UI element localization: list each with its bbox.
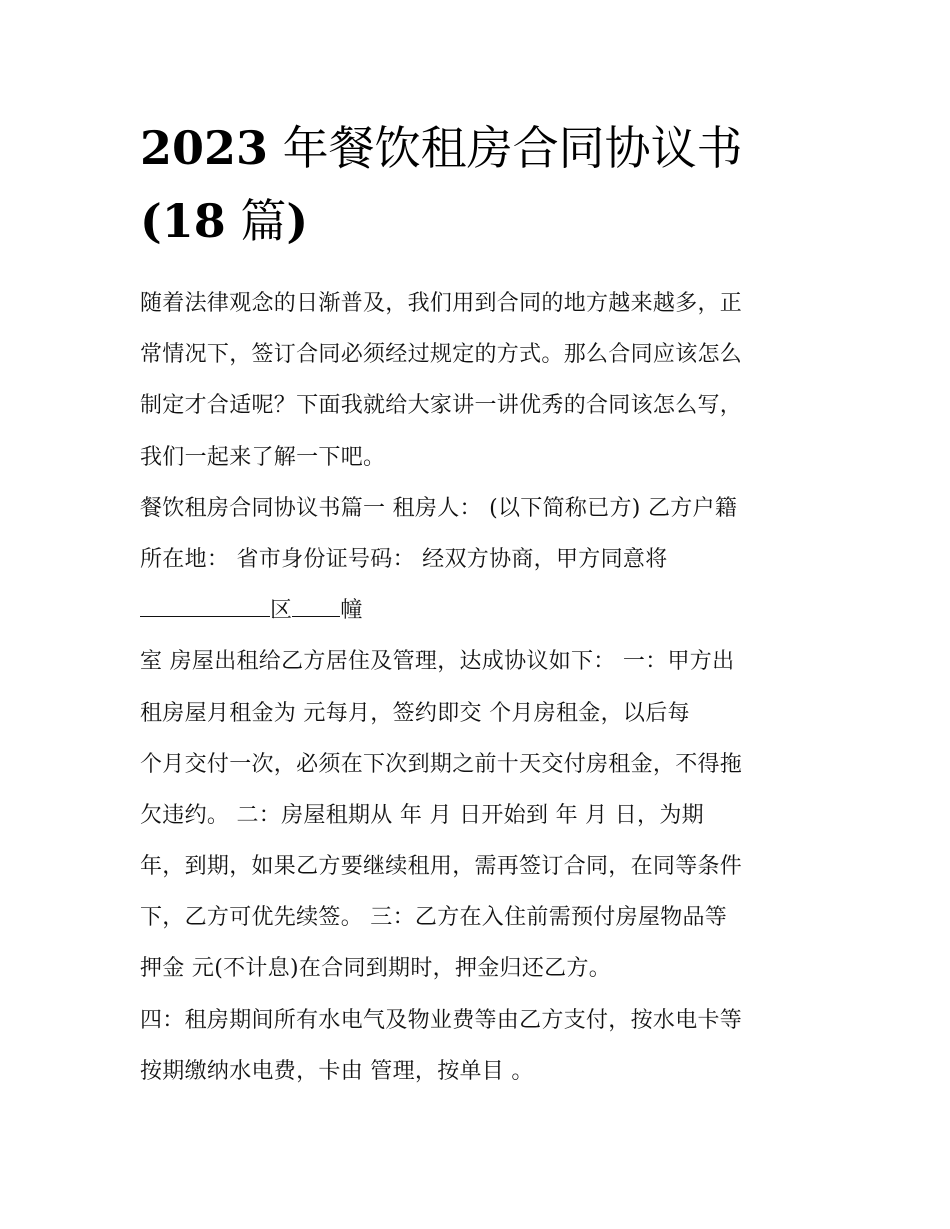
fill-in-label-district: 区 xyxy=(270,598,293,624)
title-count: (18 xyxy=(140,194,226,248)
document-body xyxy=(140,278,830,1097)
text-line: 餐饮租房合同协议书篇一 租房人： (以下简称已方) 乙方户籍 xyxy=(140,495,738,521)
text-line: 常情况下，签订合同必须经过规定的方式。那么合同应该怎么 xyxy=(140,342,743,368)
text-line: 下，乙方可优先续签。 三：乙方在入住前需预付房屋物品等 xyxy=(140,905,728,931)
title-year: 2023 xyxy=(140,121,269,175)
text-line: 制定才合适呢？下面我就给大家讲一讲优秀的合同该怎么写， xyxy=(140,393,743,419)
fill-in-label-building: 幢 xyxy=(340,598,363,624)
document-title xyxy=(140,112,820,258)
text-line: 四：租房期间所有水电气及物业费等由乙方支付，按水电卡等 xyxy=(140,1007,743,1033)
text-line: 按期缴纳水电费，卡由 管理，按单目 。 xyxy=(140,1058,534,1084)
title-text: 年餐饮租房合同协议书 xyxy=(268,121,743,175)
text-line: 押金 元(不计息)在合同到期时，押金归还乙方。 xyxy=(140,956,612,982)
text-line: 年，到期，如果乙方要继续租用，需再签订合同，在同等条件 xyxy=(140,854,743,880)
blank-field xyxy=(140,596,270,617)
text-line: 欠违约。 二：房屋租期从 年 月 日开始到 年 月 日，为期 xyxy=(140,802,704,828)
title-line-1 xyxy=(140,112,820,185)
title-line-2 xyxy=(140,185,820,258)
title-count-unit: 篇 xyxy=(225,194,287,248)
fill-in-line xyxy=(140,585,830,636)
text-line: 个月交付一次，必须在下次到期之前十天交付房租金，不得拖 xyxy=(140,751,743,777)
text-line: 租房屋月租金为 元每月，签约即交 个月房租金，以后每 xyxy=(140,700,690,726)
title-count-close: ) xyxy=(286,194,309,248)
text-line: 所在地： 省市身份证号码： 经双方协商，甲方同意将 xyxy=(140,546,668,572)
blank-field xyxy=(292,596,340,617)
text-line: 室 房屋出租给乙方居住及管理，达成协议如下： 一：甲方出 xyxy=(140,649,735,675)
text-line: 我们一起来了解一下吧。 xyxy=(140,444,386,470)
text-line: 随着法律观念的日渐普及，我们用到合同的地方越来越多，正 xyxy=(140,291,743,316)
